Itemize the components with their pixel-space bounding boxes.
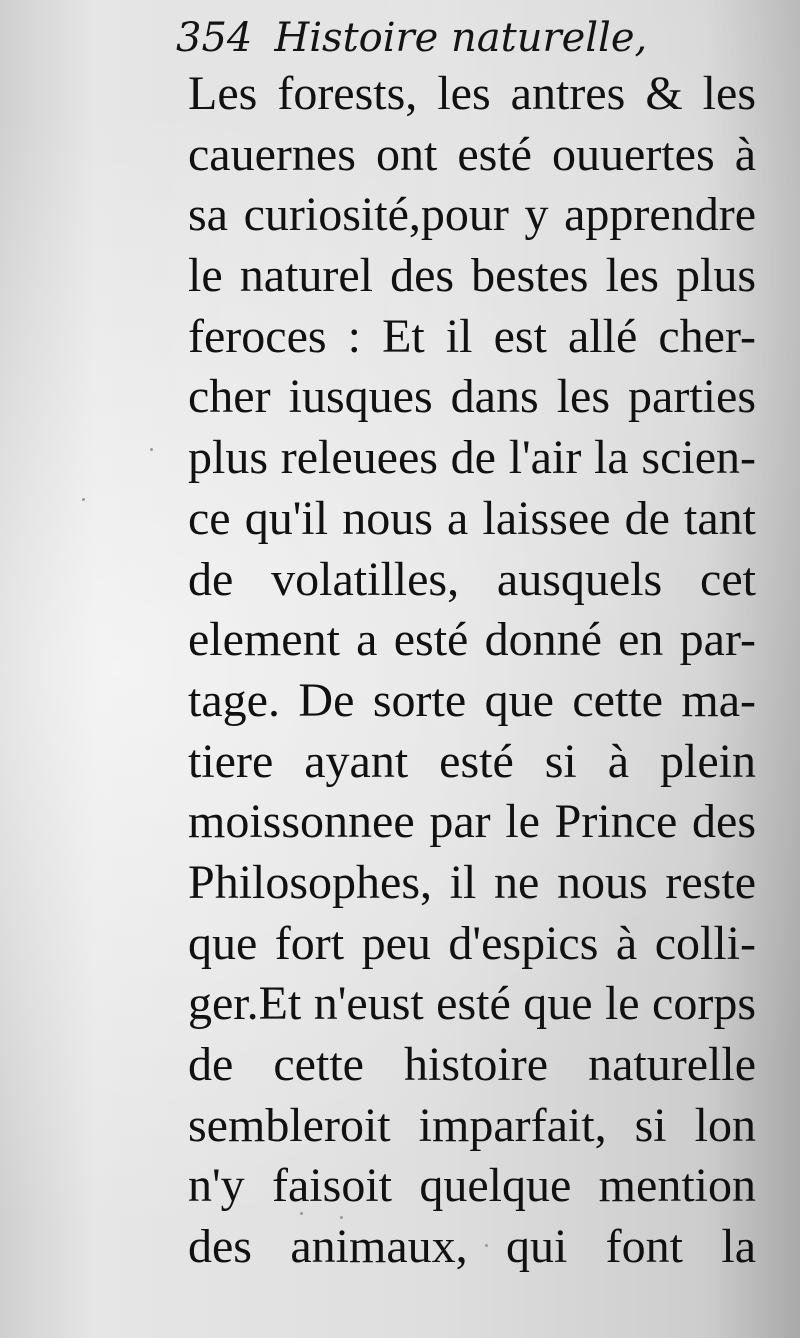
- text-line: de cette histoire naturelle: [188, 1038, 756, 1091]
- text-line: sembleroit imparfait, si lon: [188, 1098, 756, 1152]
- text-line: ce qu'il nous a laissee de tant: [188, 491, 756, 545]
- text-line: Philosophes, il ne nous reste: [188, 855, 756, 909]
- text-line: element a esté donné en par-: [188, 613, 756, 667]
- text-line: cher iusques dans les parties: [188, 370, 756, 424]
- text-line: de volatilles, ausquels cet: [188, 552, 756, 606]
- body-text: [188, 64, 756, 1278]
- text-line: des animaux, qui font la: [188, 1220, 756, 1274]
- text-line: ger.Et n'eust esté que le corps: [188, 977, 756, 1031]
- text-line: que fort peu d'espics à colli-: [188, 916, 756, 970]
- text-line: cauernes ont esté ouuertes à: [188, 127, 756, 181]
- page-number: 354: [176, 15, 253, 61]
- text-line: plus releuees de l'air la scien-: [188, 431, 756, 485]
- text-line: tage. De sorte que cette ma-: [188, 673, 756, 727]
- text-line: moissonnee par le Prince des: [188, 795, 756, 849]
- running-title: Histoire naturelle,: [274, 15, 648, 61]
- paper-speck: [150, 448, 153, 451]
- text-line: Les forests, les antres & les: [188, 67, 756, 120]
- paper-speck: [82, 498, 85, 501]
- text-line: n'y faisoit quelque mention: [188, 1159, 756, 1213]
- text-line: le naturel des bestes les plus: [188, 249, 756, 303]
- text-line: sa curiosité,pour y apprendre: [188, 188, 756, 242]
- text-line: feroces : Et il est allé cher-: [188, 309, 756, 363]
- text-line: tiere ayant esté si à plein: [188, 734, 756, 788]
- running-head: [176, 14, 647, 62]
